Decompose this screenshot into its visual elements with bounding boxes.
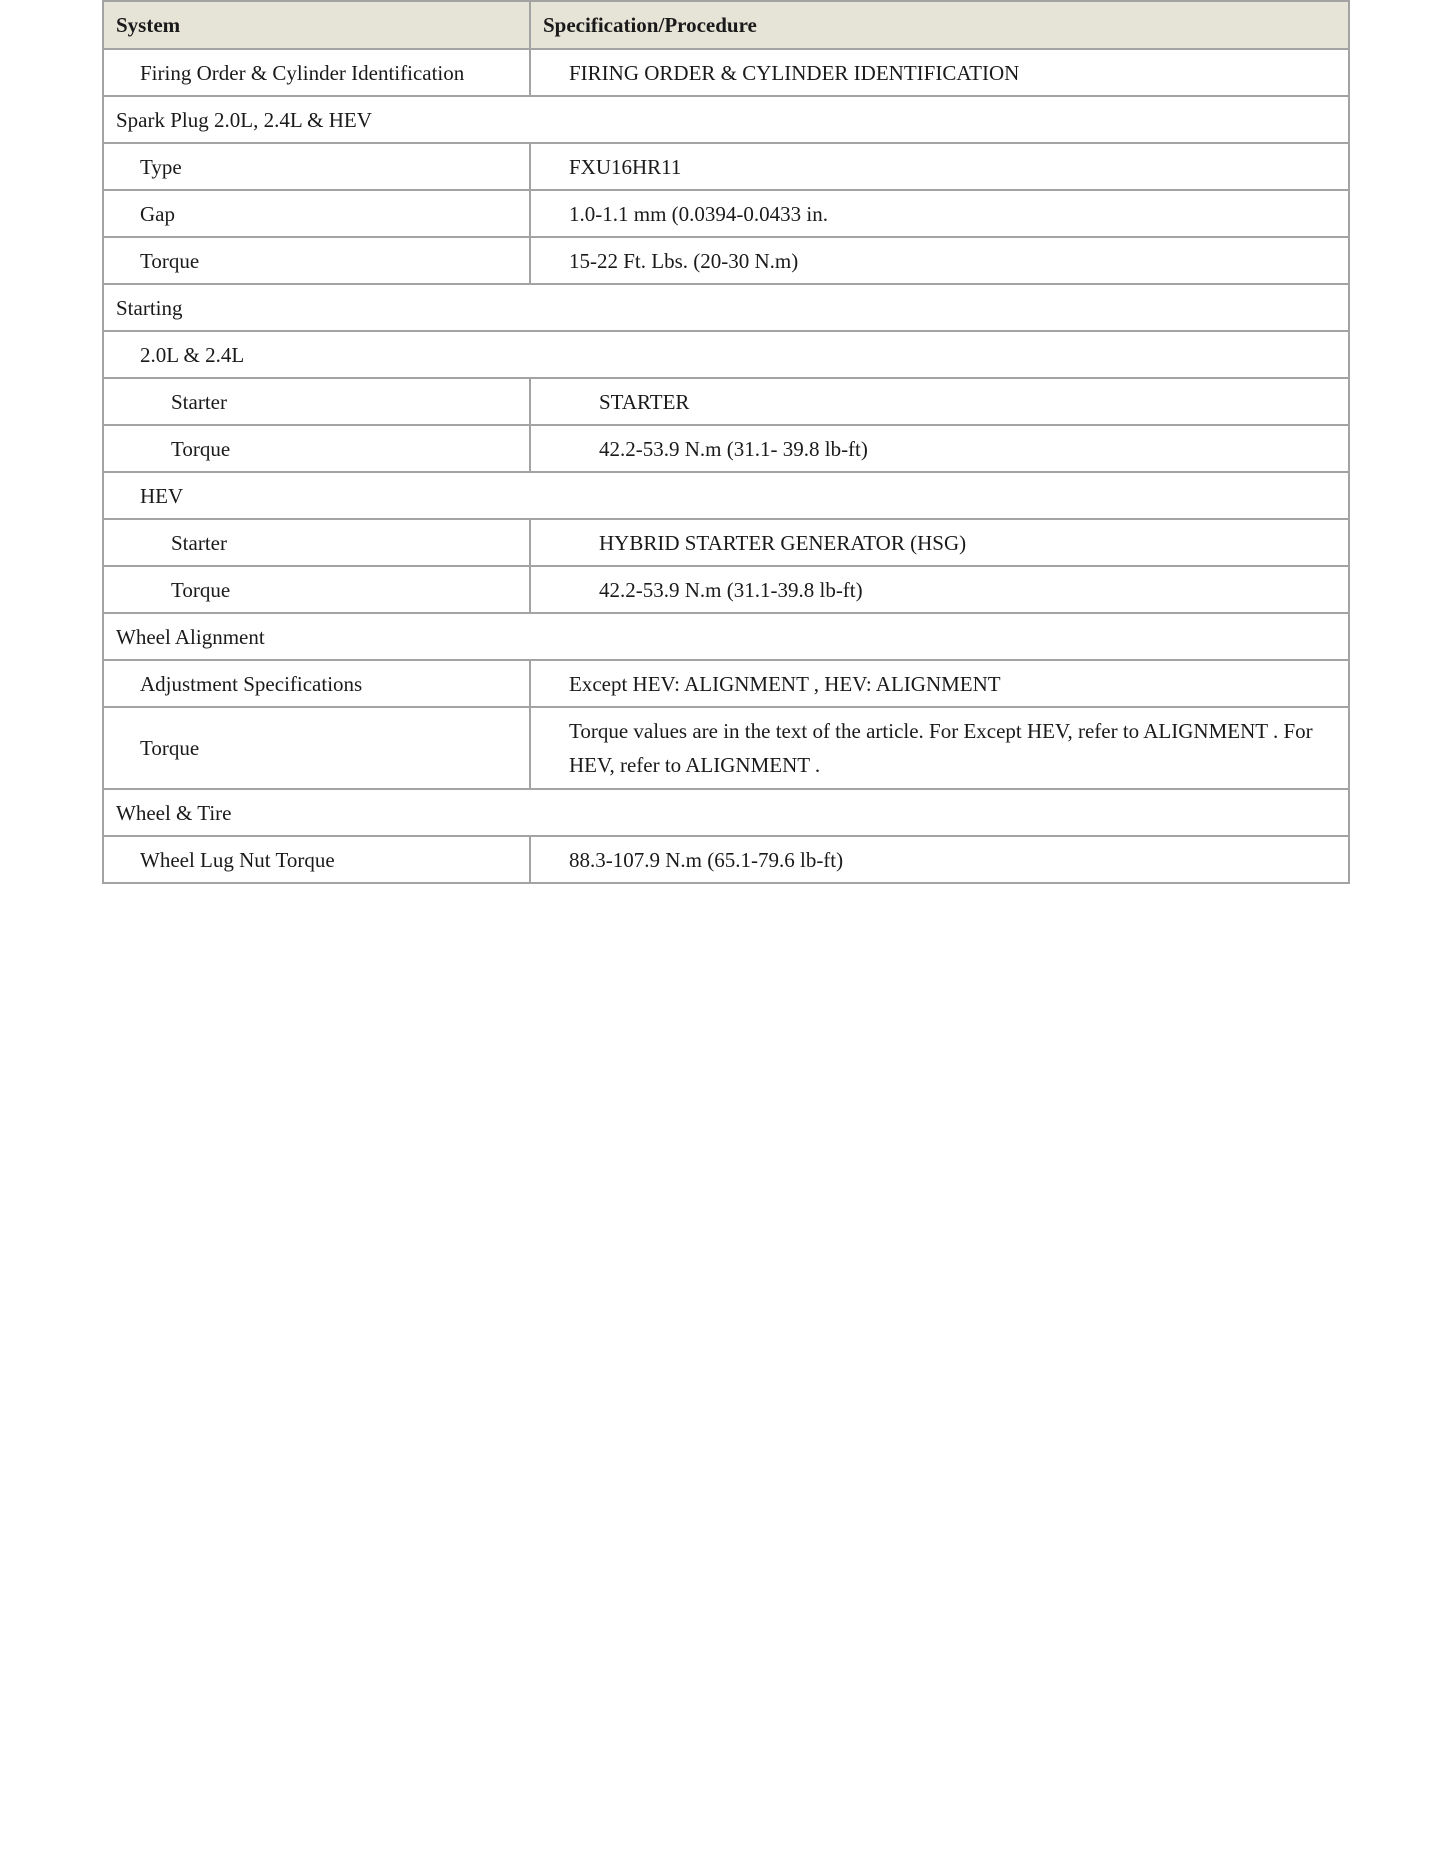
table-row: [103, 707, 1349, 789]
row-label: Gap: [103, 190, 530, 237]
table-header-row: [103, 1, 1349, 49]
row-label: Starter: [103, 519, 530, 566]
row-value: 42.2-53.9 N.m (31.1- 39.8 lb-ft): [530, 425, 1349, 472]
row-label: Starter: [103, 378, 530, 425]
table-row: [103, 566, 1349, 613]
section-title: Wheel Alignment: [103, 613, 1349, 660]
section-row: [103, 284, 1349, 331]
row-value: 1.0-1.1 mm (0.0394-0.0433 in.: [530, 190, 1349, 237]
table-row: [103, 660, 1349, 707]
section-row: [103, 613, 1349, 660]
table-row: [103, 49, 1349, 96]
subsection-row: [103, 331, 1349, 378]
section-row: [103, 789, 1349, 836]
row-value: FIRING ORDER & CYLINDER IDENTIFICATION: [530, 49, 1349, 96]
row-label: Wheel Lug Nut Torque: [103, 836, 530, 883]
row-label: Torque: [103, 237, 530, 284]
subsection-title: HEV: [103, 472, 1349, 519]
header-specification-procedure: Specification/Procedure: [530, 1, 1349, 49]
section-row: [103, 96, 1349, 143]
table-row: [103, 836, 1349, 883]
row-value: Except HEV: ALIGNMENT , HEV: ALIGNMENT: [530, 660, 1349, 707]
header-system: System: [103, 1, 530, 49]
table-row: [103, 519, 1349, 566]
section-title: Starting: [103, 284, 1349, 331]
table-row: [103, 378, 1349, 425]
row-value: FXU16HR11: [530, 143, 1349, 190]
row-label: Torque: [103, 566, 530, 613]
table-row: [103, 190, 1349, 237]
table-row: [103, 237, 1349, 284]
table-row: [103, 143, 1349, 190]
subsection-title: 2.0L & 2.4L: [103, 331, 1349, 378]
section-title: Spark Plug 2.0L, 2.4L & HEV: [103, 96, 1349, 143]
row-label: Torque: [103, 707, 530, 789]
row-label: Firing Order & Cylinder Identification: [103, 49, 530, 96]
row-label: Torque: [103, 425, 530, 472]
row-value: Torque values are in the text of the article. For Except HEV, refer to ALIGNMENT . For HEV, refer to ALIGNMENT .: [530, 707, 1349, 789]
row-value: STARTER: [530, 378, 1349, 425]
row-value: 15-22 Ft. Lbs. (20-30 N.m): [530, 237, 1349, 284]
subsection-row: [103, 472, 1349, 519]
row-value: HYBRID STARTER GENERATOR (HSG): [530, 519, 1349, 566]
row-label: Type: [103, 143, 530, 190]
section-title: Wheel & Tire: [103, 789, 1349, 836]
row-value: 42.2-53.9 N.m (31.1-39.8 lb-ft): [530, 566, 1349, 613]
table-row: [103, 425, 1349, 472]
specifications-table: [102, 0, 1350, 884]
row-value: 88.3-107.9 N.m (65.1-79.6 lb-ft): [530, 836, 1349, 883]
row-label: Adjustment Specifications: [103, 660, 530, 707]
